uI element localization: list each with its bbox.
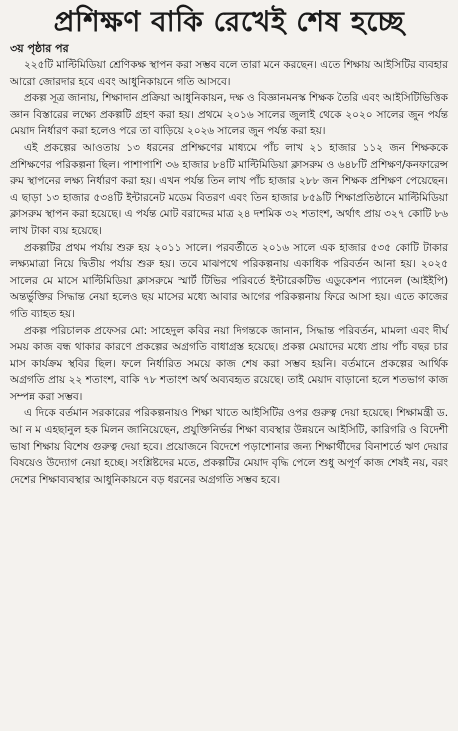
article-paragraph: প্রকল্প সূত্র জানায়, শিক্ষাদান প্রক্রিয়া আধুনিকায়ন, দক্ষ ও বিজ্ঞানমনস্ক শিক্ষক তৈরি এবং আইসিটিভিত্তিক জ্ঞান বিস্তারের লক্ষ্যে প্রকল্পটি গ্রহণ করা হয়। প্রথমে ২০১৬ সালের জুলাই থেকে ২০২০ সালের জুন পর্যন্ত মেয়াদ নির্ধারণ করা হলেও পরে তা বাড়িয়ে ২০২৬ সালের জুন পর্যন্ত করা হয়।	[10, 92, 448, 138]
article-paragraph: প্রকল্পটির প্রথম পর্যায় শুরু হয় ২০১১ সালে। পরবর্তীতে ২০১৬ সালে এক হাজার ৫৩৫ কোটি টাকার লক্ষ্যমাত্রা নিয়ে দ্বিতীয় পর্যায় শুরু হয়। তবে মাঝপথে পরিকল্পনায় একাধিক পরিবর্তন আনা হয়। ২০২৫ সালের মে মাসে মাল্টিমিডিয়া ক্লাসরুমে স্মার্ট টিভির পরিবর্তে ইন্টারেকটিভ এডুকেশন প্যানেল (আইইপি) অন্তর্ভুক্তির সিদ্ধান্ত নেয়া হলেও ছয় মাসের মধ্যে আবার আগের পরিকল্পনায় ফিরে আসা হয়। এতে কাজের গতি ব্যাহত হয়।	[10, 241, 448, 320]
article-paragraph: এ দিকে বর্তমান সরকারের পরিকল্পনায়ও শিক্ষা খাতে আইসিটির ওপর গুরুত্ব দেয়া হয়েছে। শিক্ষামন্ত্রী ড. আ ন ম এহছানুল হক মিলন জানিয়েছেন, প্রযুক্তিনির্ভর শিক্ষা ব্যবস্থার উন্নয়নে আইসিটি, কারিগরি ও বিদেশী ভাষা শিক্ষায় বিশেষ গুরুত্ব দেয়া হবে। প্রয়োজনে বিদেশে পড়াশোনার জন্য শিক্ষার্থীদের বিনাশর্তে ঋণ দেয়ার বিষয়েও উদ্যোগ নেয়া হচ্ছে। সংশ্লিষ্টদের মতে, প্রকল্পটির মেয়াদ বৃদ্ধি পেলে শুধু অপূর্ণ কাজ শেষই নয়, বরং দেশের শিক্ষাব্যবস্থার আধুনিকায়নে বড় ধরনের অগ্রগতি সম্ভব হবে।	[10, 407, 448, 486]
article-body	[10, 57, 448, 488]
continued-from-label: ৩য় পৃষ্ঠার পর	[10, 42, 69, 55]
article-paragraph: ২২৫টি মাল্টিমিডিয়া শ্রেণিকক্ষ স্থাপন করা সম্ভব বলে তারা মনে করছেন। এতে শিক্ষায় আইসিটির ব্যবহার আরো জোরদার হবে এবং আধুনিকায়নে গতি আসবে।	[10, 59, 448, 88]
headline: প্রশিক্ষণ বাকি রেখেই শেষ হচ্ছে	[53, 5, 405, 38]
article-paragraph: এই প্রকল্পের আওতায় ১৩ ধরনের প্রশিক্ষণের মাধ্যমে পাঁচ লাখ ২১ হাজার ১১২ জন শিক্ষককে প্রশিক্ষণের পরিকল্পনা ছিল। পাশাপাশি ৩৬ হাজার ৮৪টি মাল্টিমিডিয়া ক্লাসরুম ও ৬৪৮টি প্রশিক্ষণ/কনফারেন্স রুম স্থাপনের লক্ষ্য নির্ধারণ করা হয়। এখন পর্যন্ত তিন লাখ পাঁচ হাজার ২৮৮ জন শিক্ষক প্রশিক্ষণ পেয়েছেন। এ ছাড়া ১৩ হাজার ৫৩৪টি ইন্টারনেট মডেম বিতরণ এবং তিন হাজার ৮৫৯টি শিক্ষাপ্রতিষ্ঠানে মাল্টিমিডিয়া ক্লাসরুম স্থাপন করা হয়েছে। এ পর্যন্ত মোট বরাদ্দের মাত্র ২৪ দশমিক ৩২ শতাংশ, অর্থাৎ প্রায় ৩২৭ কোটি ৮৬ লাখ টাকা ব্যয় হয়েছে।	[10, 141, 448, 237]
article-paragraph: প্রকল্প পরিচালক প্রফেসর মো: সাহেদুল কবির নয়া দিগন্তকে জানান, সিদ্ধান্ত পরিবর্তন, মামলা এবং দীর্ঘ সময় কাজ বন্ধ থাকার কারণে প্রকল্পের অগ্রগতি বাধাগ্রস্ত হয়েছে। প্রকল্প মেয়াদের মধ্যে প্রায় পাঁচ বছর চার মাস কার্যক্রম স্থবির ছিল। ফলে নির্ধারিত সময়ে কাজ শেষ করা সম্ভব হয়নি। বর্তমানে প্রকল্পের আর্থিক অগ্রগতি প্রায় ২২ শতাংশ, বাকি ৭৮ শতাংশ অর্থ অব্যবহৃত রয়েছে। তাই মেয়াদ বাড়ানো হলে শতভাগ কাজ সম্পন্ন করা সম্ভব।	[10, 324, 448, 403]
